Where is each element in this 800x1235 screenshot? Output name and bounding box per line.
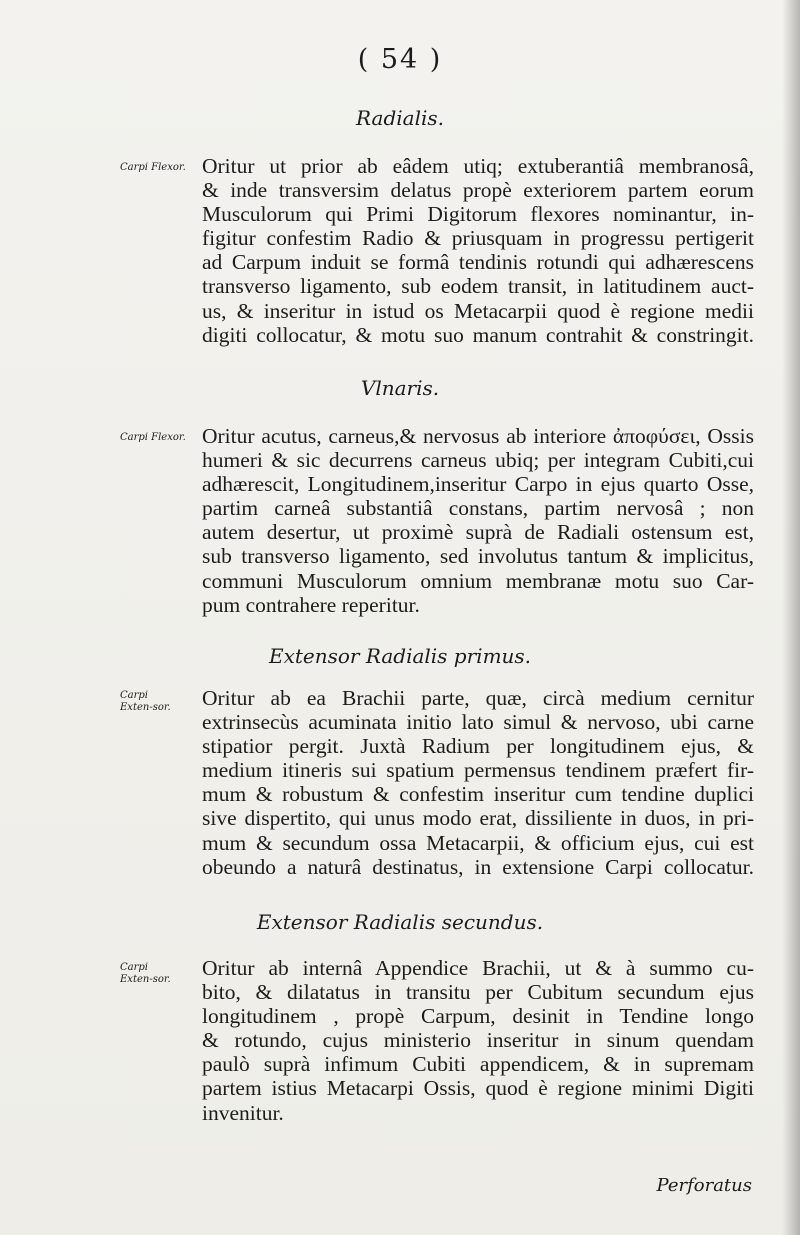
- text-line: sub transverso ligamento, sed involutus tantum & implicitus,: [202, 544, 754, 569]
- text-line: mum & secundum ossa Metacarpii, & officium ejus, cui est: [202, 830, 754, 855]
- text-line: Musculorum qui Primi Digitorum flexores nominantur, in-: [202, 202, 754, 227]
- text-line: humeri & sic decurrens carneus ubiq; per integram Cubiti,cui: [202, 448, 754, 473]
- text-line: bito, & dilatatus in transitu per Cubitum secundum ejus: [202, 980, 754, 1005]
- margin-note-3: Carpi Exten-sor.: [120, 690, 171, 713]
- text-line: stipatior pergit. Juxtà Radium per longitudinem ejus, &: [202, 734, 754, 759]
- margin-note-2: Carpi Flexor.: [120, 432, 186, 443]
- text-line: Oritur acutus, carneus,& nervosus ab interiore ἀποφύσει, Ossis: [202, 424, 754, 448]
- text-line: obeundo a naturâ destinatus, in extensione Carpi collocatur.: [202, 854, 754, 879]
- text-line: longitudinem , propè Carpum, desinit in Tendine longo: [202, 1004, 754, 1029]
- text-line: figitur confestim Radio & priusquam in progressu pertigerit: [202, 226, 754, 251]
- paragraph-extensor-secundus: [202, 956, 754, 1125]
- text-line: paulò suprà infimum Cubiti appendicem, & in supremam: [202, 1052, 754, 1077]
- text-line: mum & robustum & confestim inseritur cum tendine duplici: [202, 782, 754, 807]
- text-line: & rotundo, cujus ministerio inseritur in sinum quendam: [202, 1028, 754, 1053]
- text-line: us, & inseritur in istud os Metacarpii quod è regione medii: [202, 298, 754, 323]
- section-heading-extensor-primus: Extensor Radialis primus.: [268, 644, 532, 668]
- section-heading-extensor-secundus: Extensor Radialis secundus.: [256, 910, 544, 934]
- text-line: Oritur ab internâ Appendice Brachii, ut & à summo cu-: [202, 956, 754, 980]
- text-line: sive dispertito, qui unus modo erat, dissiliente in duos, in pri-: [202, 806, 754, 831]
- catchword: Perforatus: [656, 1175, 752, 1196]
- text-line: partim carneâ substantiâ constans, partim nervosâ ; non: [202, 496, 754, 521]
- page-number: ( 54 ): [357, 44, 443, 75]
- text-line: ad Carpum induit se formâ tendinis rotundi qui adhærescens: [202, 250, 754, 275]
- page-edge-shadow: [782, 0, 800, 1235]
- paragraph-ulnaris: [202, 424, 754, 617]
- text-line: & inde transversim delatus propè exteriorem partem eorum: [202, 178, 754, 203]
- text-line: extrinsecùs acuminata initio lato simul & nervoso, ubi carne: [202, 710, 754, 735]
- paragraph-radialis: [202, 154, 754, 347]
- section-heading-ulnaris: Vlnaris.: [360, 376, 440, 400]
- text-line: invenitur.: [202, 1100, 284, 1125]
- section-heading-radialis: Radialis.: [356, 106, 444, 130]
- margin-note-4: Carpi Exten-sor.: [120, 962, 171, 985]
- text-line: partem istius Metacarpi Ossis, quod è regione minimi Digiti: [202, 1076, 754, 1101]
- text-line: communi Musculorum omnium membranæ motu suo Car-: [202, 568, 754, 593]
- text-line: digiti collocatur, & motu suo manum contrahit & constringit.: [202, 322, 754, 347]
- text-line: transverso ligamento, sub eodem transit, in latitudinem auct-: [202, 274, 754, 299]
- margin-note-1: Carpi Flexor.: [120, 162, 186, 173]
- text-line: autem desertur, ut proximè suprà de Radiali ostensum est,: [202, 520, 754, 545]
- paragraph-extensor-primus: [202, 686, 754, 879]
- text-line: Oritur ab ea Brachii parte, quæ, circà medium cernitur: [202, 686, 754, 710]
- text-line: medium itineris sui spatium permensus tendinem præfert fir-: [202, 758, 754, 783]
- text-line: pum contrahere reperitur.: [202, 592, 420, 617]
- text-line: adhærescit, Longitudinem,inseritur Carpo in ejus quarto Osse,: [202, 472, 754, 497]
- text-line: Oritur ut prior ab eâdem utiq; extuberantiâ membranosâ,: [202, 154, 754, 178]
